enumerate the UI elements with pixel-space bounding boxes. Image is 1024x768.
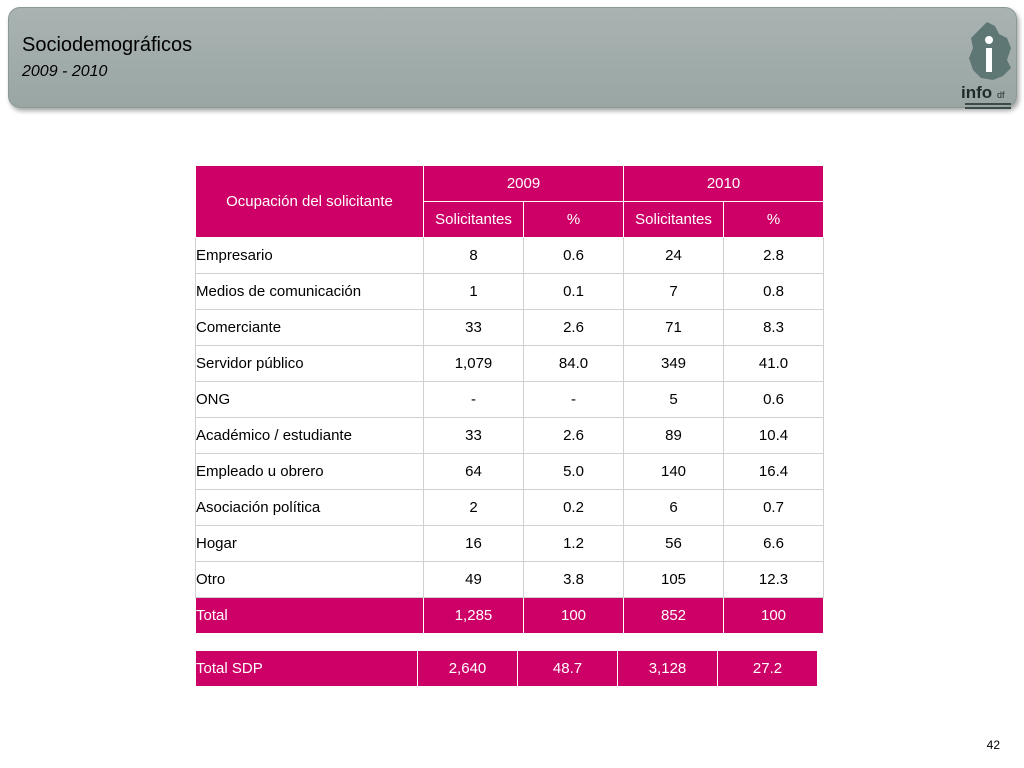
cell-s2010: 140 — [624, 454, 724, 490]
cell-s2009: 33 — [424, 418, 524, 454]
cell-p2010: 12.3 — [724, 562, 824, 598]
cell-s2010: 7 — [624, 274, 724, 310]
cell-label: Servidor público — [196, 346, 424, 382]
infodf-logo — [957, 18, 1019, 112]
table-row — [196, 238, 824, 274]
year-header-2009: 2009 — [424, 166, 624, 202]
total-sdp-p2010: 27.2 — [718, 651, 818, 687]
table-row — [196, 346, 824, 382]
col-pct-2009: % — [524, 202, 624, 238]
cell-s2009: 64 — [424, 454, 524, 490]
cell-s2009: 1,079 — [424, 346, 524, 382]
cell-s2010: 71 — [624, 310, 724, 346]
col-solicitantes-2009: Solicitantes — [424, 202, 524, 238]
cell-label: Hogar — [196, 526, 424, 562]
cell-s2010: 5 — [624, 382, 724, 418]
slide-title: Sociodemográficos — [22, 34, 193, 56]
total-p2009: 100 — [524, 598, 624, 634]
row-header: Ocupación del solicitante — [196, 166, 424, 238]
cell-s2009: - — [424, 382, 524, 418]
cell-p2010: 16.4 — [724, 454, 824, 490]
cell-s2009: 16 — [424, 526, 524, 562]
table-body — [196, 238, 824, 598]
cell-s2010: 6 — [624, 490, 724, 526]
cell-p2009: 2.6 — [524, 310, 624, 346]
cell-p2010: 2.8 — [724, 238, 824, 274]
cell-label: Medios de comunicación — [196, 274, 424, 310]
cell-p2010: 0.8 — [724, 274, 824, 310]
occupation-table — [195, 165, 824, 634]
cell-p2010: 6.6 — [724, 526, 824, 562]
table-row — [196, 274, 824, 310]
total-sdp-row — [196, 651, 818, 687]
table-header-row — [196, 166, 824, 202]
total-sdp-s2009: 2,640 — [418, 651, 518, 687]
cell-label: Académico / estudiante — [196, 418, 424, 454]
cell-p2010: 10.4 — [724, 418, 824, 454]
total-label: Total — [196, 598, 424, 634]
page-number: 42 — [986, 738, 1000, 752]
table-row — [196, 490, 824, 526]
table-row — [196, 310, 824, 346]
cell-p2010: 41.0 — [724, 346, 824, 382]
cell-s2009: 33 — [424, 310, 524, 346]
cell-p2010: 8.3 — [724, 310, 824, 346]
total-s2009: 1,285 — [424, 598, 524, 634]
cell-s2009: 8 — [424, 238, 524, 274]
cell-label: Empleado u obrero — [196, 454, 424, 490]
cell-s2010: 24 — [624, 238, 724, 274]
slide-subtitle: 2009 - 2010 — [22, 63, 108, 80]
cell-s2010: 89 — [624, 418, 724, 454]
cell-p2009: 1.2 — [524, 526, 624, 562]
cell-p2009: 84.0 — [524, 346, 624, 382]
table-row — [196, 382, 824, 418]
cell-label: Asociación política — [196, 490, 424, 526]
cell-p2010: 0.6 — [724, 382, 824, 418]
year-header-2010: 2010 — [624, 166, 824, 202]
total-s2010: 852 — [624, 598, 724, 634]
cell-p2010: 0.7 — [724, 490, 824, 526]
cell-s2010: 349 — [624, 346, 724, 382]
cell-p2009: 0.1 — [524, 274, 624, 310]
total-sdp-p2009: 48.7 — [518, 651, 618, 687]
logo-text: info — [961, 83, 993, 102]
cell-p2009: 2.6 — [524, 418, 624, 454]
cell-p2009: 0.6 — [524, 238, 624, 274]
cell-p2009: 0.2 — [524, 490, 624, 526]
total-p2010: 100 — [724, 598, 824, 634]
cell-p2009: 5.0 — [524, 454, 624, 490]
total-sdp-label: Total SDP — [196, 651, 418, 687]
cell-s2010: 105 — [624, 562, 724, 598]
cell-p2009: - — [524, 382, 624, 418]
cell-p2009: 3.8 — [524, 562, 624, 598]
cell-label: Otro — [196, 562, 424, 598]
cell-s2009: 2 — [424, 490, 524, 526]
total-row — [196, 598, 824, 634]
logo-sub-text: df — [997, 90, 1005, 100]
table-row — [196, 418, 824, 454]
col-solicitantes-2010: Solicitantes — [624, 202, 724, 238]
cell-s2010: 56 — [624, 526, 724, 562]
cell-s2009: 1 — [424, 274, 524, 310]
cell-label: Comerciante — [196, 310, 424, 346]
total-sdp-s2010: 3,128 — [618, 651, 718, 687]
slide-header — [8, 7, 1017, 108]
total-sdp-table — [195, 650, 818, 687]
cell-label: ONG — [196, 382, 424, 418]
table-row — [196, 562, 824, 598]
cell-label: Empresario — [196, 238, 424, 274]
table-row — [196, 526, 824, 562]
col-pct-2010: % — [724, 202, 824, 238]
cell-s2009: 49 — [424, 562, 524, 598]
table-row — [196, 454, 824, 490]
